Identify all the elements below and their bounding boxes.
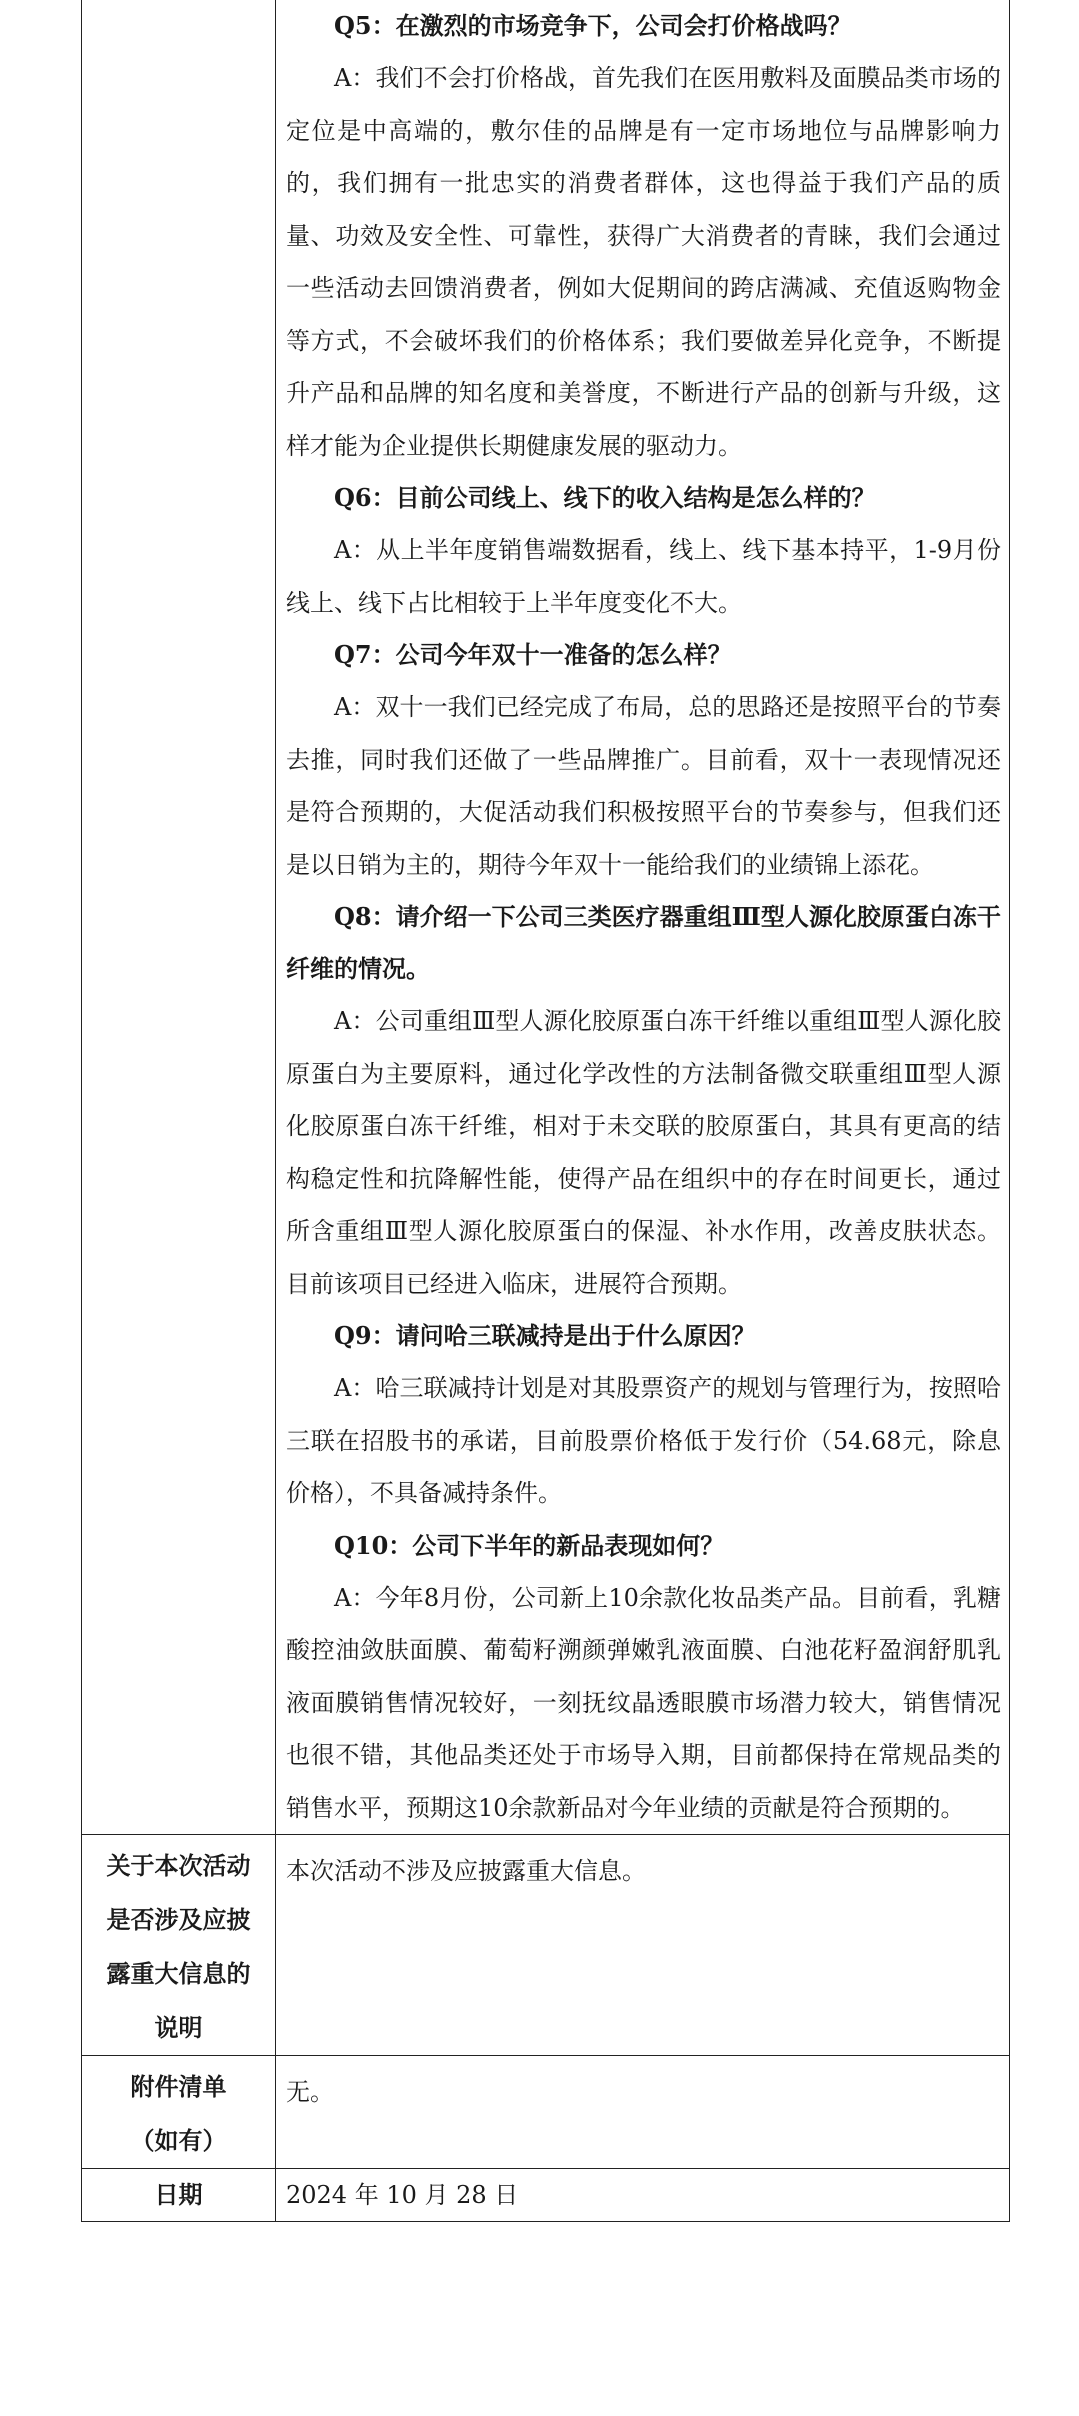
qa-row [82, 0, 1010, 1835]
attachments-label-line: 附件清单 [130, 2072, 227, 2101]
question-text: Q5：在激烈的市场竞争下，公司会打价格战吗？ [334, 11, 852, 40]
question-text: Q9：请问哈三联减持是出于什么原因？ [334, 1321, 756, 1350]
disclosure-value-cell [276, 1835, 1010, 2056]
qa-item-q5 [286, 0, 1001, 472]
disclosure-row [82, 1835, 1010, 2056]
qa-item-q6 [286, 472, 1001, 629]
answer-text: A：哈三联减持计划是对其股票资产的规划与管理行为，按照哈三联在招股书的承诺，目前股票价格低于发行价（54.68元，除息价格），不具备减持条件。 [286, 1374, 1001, 1507]
qa-content-cell [276, 0, 1010, 1835]
disclosure-label-line: 是否涉及应披 [106, 1905, 251, 1934]
question-text: Q7：公司今年双十一准备的怎么样？ [334, 640, 732, 669]
attachments-value: 无。 [286, 2078, 334, 2106]
attachments-label-line: （如有） [130, 2126, 227, 2155]
disclosure-value: 本次活动不涉及应披露重大信息。 [286, 1857, 646, 1885]
date-row [82, 2169, 1010, 2222]
date-label-text: 日期 [154, 2180, 203, 2209]
date-value-cell [276, 2169, 1010, 2222]
qa-item-q8 [286, 891, 1001, 1310]
qa-item-q9 [286, 1310, 1001, 1520]
answer-text: A：公司重组Ⅲ型人源化胶原蛋白冻干纤维以重组Ⅲ型人源化胶原蛋白为主要原料，通过化学改性的方法制备微交联重组Ⅲ型人源化胶原蛋白冻干纤维，相对于未交联的胶原蛋白，其具有更高的结构稳定性和抗降解性能，使得产品在组织中的存在时间更长，通过所含重组Ⅲ型人源化胶原蛋白的保湿、补水作用，改善皮肤状态。目前该项目已经进入临床，进展符合预期。 [286, 1007, 1001, 1298]
answer-text: A：双十一我们已经完成了布局，总的思路还是按照平台的节奏去推，同时我们还做了一些品牌推广。目前看，双十一表现情况还是符合预期的，大促活动我们积极按照平台的节奏参与，但我们还是以日销为主的，期待今年双十一能给我们的业绩锦上添花。 [286, 693, 1001, 879]
qa-item-q10 [286, 1520, 1001, 1835]
disclosure-label-line: 关于本次活动 [106, 1851, 251, 1880]
date-value: 2024 年 10 月 28 日 [286, 2181, 519, 2209]
answer-text: A：今年8月份，公司新上10余款化妆品类产品。目前看，乳糖酸控油敛肤面膜、葡萄籽溯颜弹嫩乳液面膜、白池花籽盈润舒肌乳液面膜销售情况较好，一刻抚纹晶透眼膜市场潜力较大，销售情况也很不错，其他品类还处于市场导入期，目前都保持在常规品类的销售水平，预期这10余款新品对今年业绩的贡献是符合预期的。 [286, 1583, 1001, 1822]
disclosure-label-line: 说明 [154, 2013, 203, 2042]
question-text: Q8：请介绍一下公司三类医疗器重组Ⅲ型人源化胶原蛋白冻干纤维的情况。 [286, 902, 1001, 983]
attachments-label [82, 2056, 276, 2169]
investor-relations-record-table [81, 0, 1010, 2222]
question-text: Q6：目前公司线上、线下的收入结构是怎么样的？ [334, 483, 876, 512]
disclosure-label [82, 1835, 276, 2056]
answer-text: A：我们不会打价格战，首先我们在医用敷料及面膜品类市场的定位是中高端的，敷尔佳的品牌是有一定市场地位与品牌影响力的，我们拥有一批忠实的消费者群体，这也得益于我们产品的质量、功效及安全性、可靠性，获得广大消费者的青睐，我们会通过一些活动去回馈消费者，例如大促期间的跨店满减、充值返购物金等方式，不会破坏我们的价格体系；我们要做差异化竞争，不断提升产品和品牌的知名度和美誉度，不断进行产品的创新与升级，这样才能为企业提供长期健康发展的驱动力。 [286, 64, 1001, 460]
disclosure-label-line: 露重大信息的 [106, 1959, 251, 1988]
qa-label-cell [82, 0, 276, 1835]
question-text: Q10：公司下半年的新品表现如何？ [334, 1530, 725, 1560]
date-label [82, 2169, 276, 2222]
attachments-value-cell [276, 2056, 1010, 2169]
attachments-row [82, 2056, 1010, 2169]
answer-text: A：从上半年度销售端数据看，线上、线下基本持平，1-9月份线上、线下占比相较于上半年度变化不大。 [286, 536, 1001, 617]
qa-item-q7 [286, 629, 1001, 891]
